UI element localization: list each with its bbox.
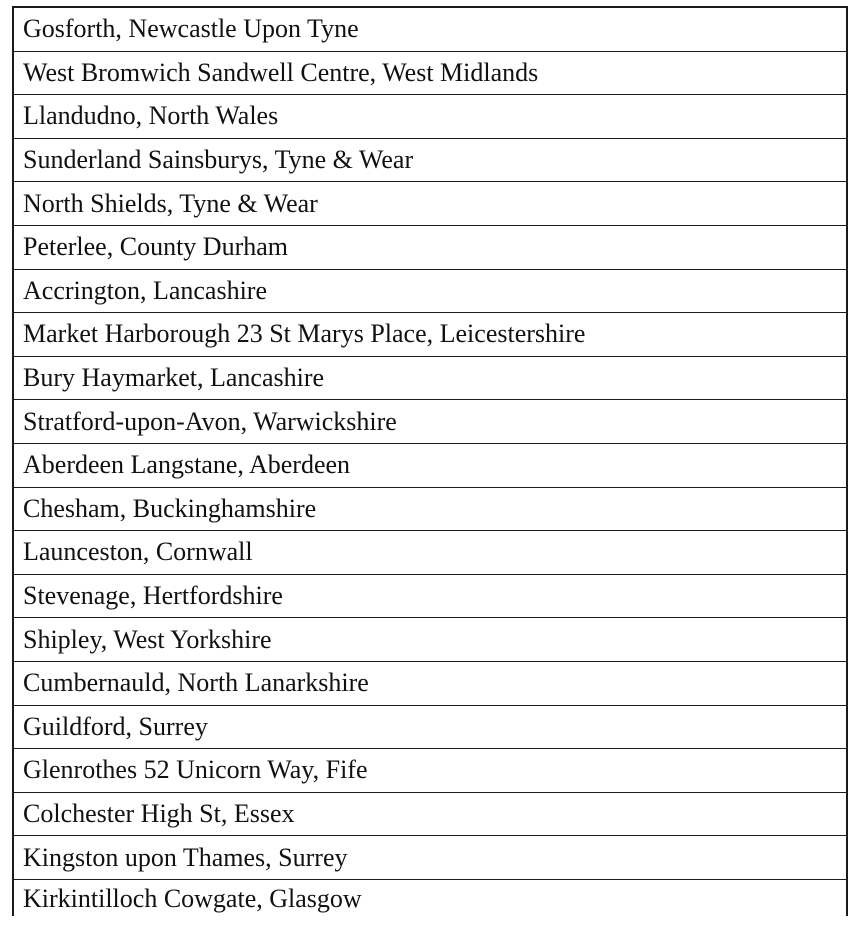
table-cell: Cumbernauld, North Lanarkshire — [14, 661, 846, 705]
table-row — [14, 574, 846, 618]
table-row — [14, 661, 846, 705]
table-cell: Kingston upon Thames, Surrey — [14, 836, 846, 880]
table-cell: Sunderland Sainsburys, Tyne & Wear — [14, 138, 846, 182]
table-row — [14, 225, 846, 269]
table-row — [14, 182, 846, 226]
table-cell: Kirkintilloch Cowgate, Glasgow — [23, 883, 362, 913]
table-cell: Gosforth, Newcastle Upon Tyne — [14, 8, 846, 51]
table-row — [14, 443, 846, 487]
table-cell: Accrington, Lancashire — [14, 269, 846, 313]
table-row — [14, 749, 846, 793]
table-cell: West Bromwich Sandwell Centre, West Midlands — [14, 51, 846, 95]
locations-table — [14, 8, 846, 946]
table-row — [14, 792, 846, 836]
table-cell: Glenrothes 52 Unicorn Way, Fife — [14, 749, 846, 793]
table-cell: Shipley, West Yorkshire — [14, 618, 846, 662]
table-cell: Chesham, Buckinghamshire — [14, 487, 846, 531]
table-row — [14, 356, 846, 400]
table-row — [14, 269, 846, 313]
table-row — [14, 879, 846, 946]
table-row — [14, 95, 846, 139]
table-cell: North Shields, Tyne & Wear — [14, 182, 846, 226]
table-row — [14, 138, 846, 182]
table-cell: Stratford-upon-Avon, Warwickshire — [14, 400, 846, 444]
table-row — [14, 836, 846, 880]
table-cell: Peterlee, County Durham — [14, 225, 846, 269]
table-cell: Market Harborough 23 St Marys Place, Leicestershire — [14, 313, 846, 357]
table-cell: Stevenage, Hertfordshire — [14, 574, 846, 618]
table-row — [14, 8, 846, 51]
table-row — [14, 705, 846, 749]
table-row — [14, 313, 846, 357]
table-cell: Launceston, Cornwall — [14, 531, 846, 575]
table-row — [14, 51, 846, 95]
table-cell: Llandudno, North Wales — [14, 95, 846, 139]
table-cell: Bury Haymarket, Lancashire — [14, 356, 846, 400]
table-row — [14, 487, 846, 531]
locations-table-container — [12, 6, 848, 916]
table-cell: Aberdeen Langstane, Aberdeen — [14, 443, 846, 487]
table-cell: Guildford, Surrey — [14, 705, 846, 749]
table-cell: Colchester High St, Essex — [14, 792, 846, 836]
table-row — [14, 400, 846, 444]
table-row — [14, 618, 846, 662]
table-row — [14, 531, 846, 575]
